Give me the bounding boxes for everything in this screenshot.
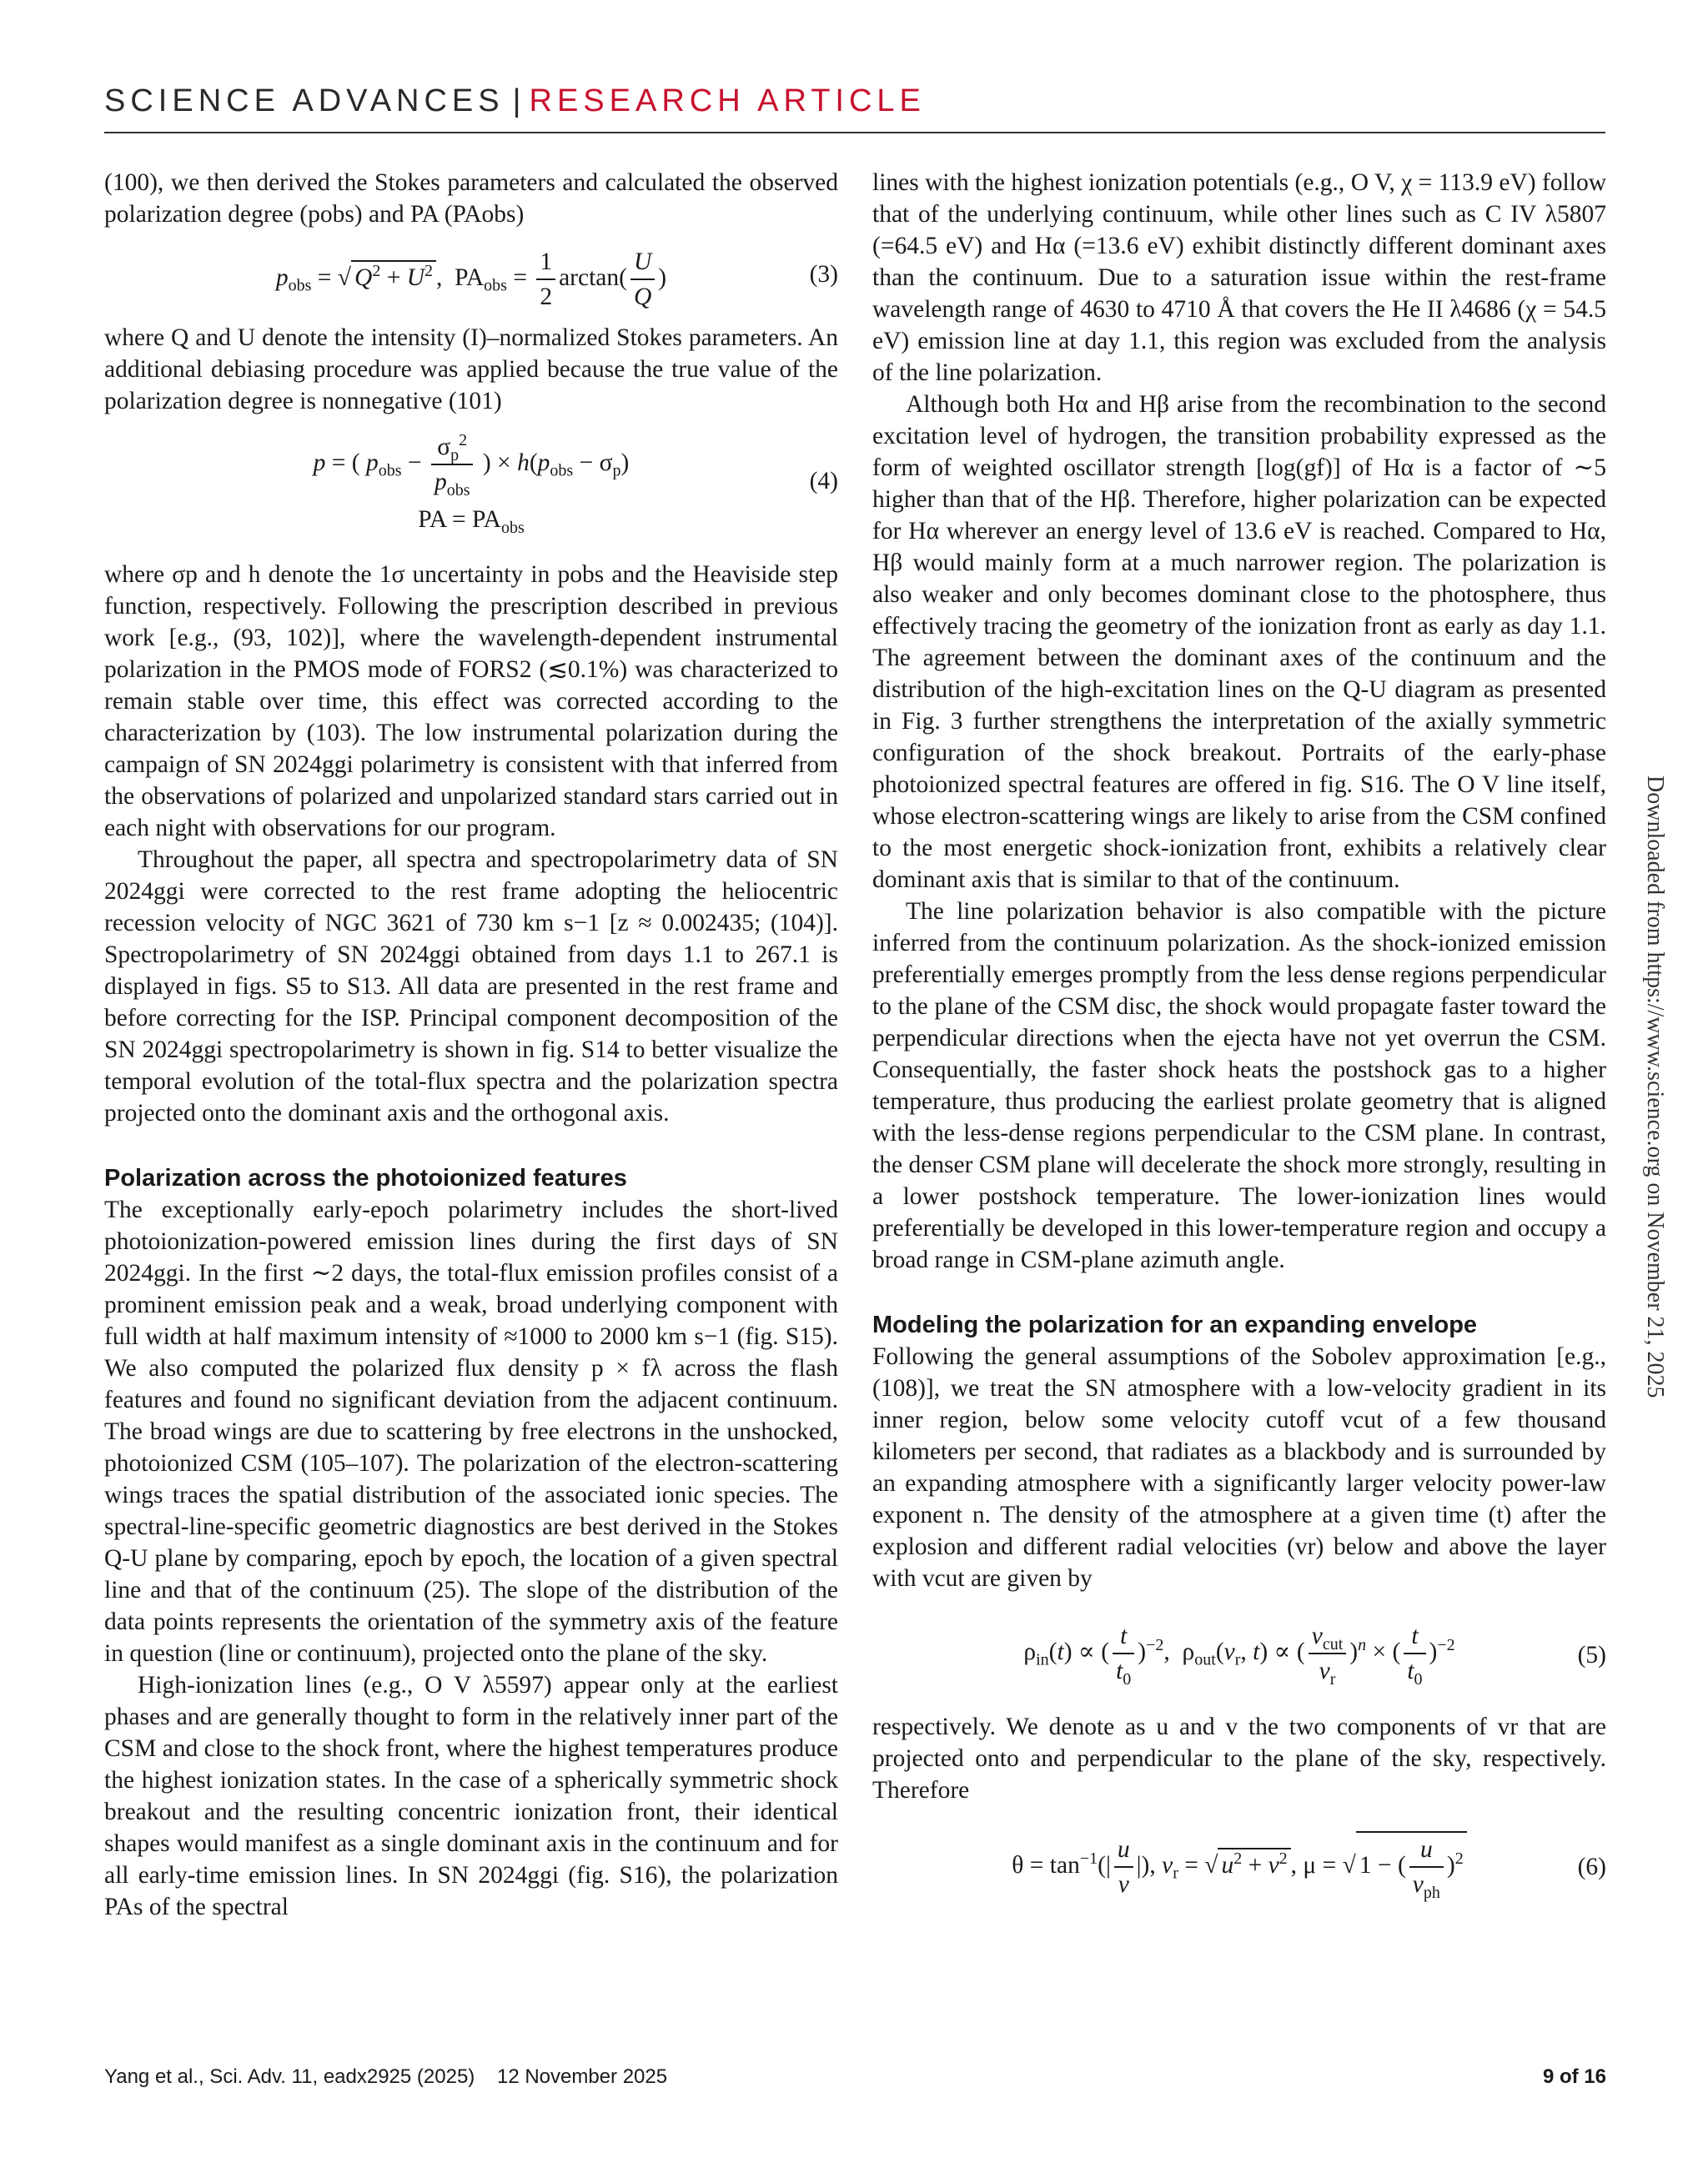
equation-6: $\theta = \tan^{-1}(|$ $\frac{u}{v}$ |), $v_r$ = √ $u^2 + v^2$ , μ = √ 1 − ( $\frac{u}{v_{ph}}$ )$^2$ (6) <box>872 1823 1606 1915</box>
journal-name: SCIENCE ADVANCES <box>104 83 505 118</box>
footer-page-number: 9 of 16 <box>1542 2065 1606 2088</box>
right-paragraph-3: The line polarization behavior is also compatible with the picture inferred from the continuum polarization. As the shock-ionized emission preferentially emerges promptly from the less dense regions perpendicular to the plane of the CSM disc, the shock would propagate faster toward the perpendicular directions when the ejecta have not yet overrun the CSM. Consequentially, the faster shock heats the postshock gas to a higher temperature, thus producing the earliest prolate geometry that is aligned with the less-dense regions perpendicular to the CSM plane. In contrast, the denser CSM plane will decelerate the shock more strongly, resulting in a lower postshock temperature. The lower-ionization lines would preferentially be developed in this lower-temperature region and occupy a broad range in CSM-plane azimuth angle. <box>872 898 1606 1273</box>
footer-citation: Yang et al., Sci. Adv. 11, eadx2925 (2025) 12 November 2025 <box>104 2065 668 2088</box>
right-paragraph-5: respectively. We denote as u and v the two components of vr that are projected onto and perpendicular to the plane of the sky, respectively. Therefore <box>872 1714 1606 1804</box>
equation-3: $p_{obs}$ = √ $Q^2 + U^2$ , $PA_{obs}$ = $\frac{1}{2}$ arctan( $\frac{U}{Q}$ ) (3) <box>104 238 838 314</box>
right-paragraph-2: Although both Hα and Hβ arise from the recombination to the second excitation level of hydrogen, the transition probability expressed as the form of weighted oscillator strength [log(gf)] of Hα is a factor of ∼5 higher than that of the Hβ. Therefore, higher polarization can be expected for Hα wherever an energy level of 13.6 eV is reached. Compared to Hα, Hβ would mainly form at a much narrower region. The polarization is also weaker and only becomes dominant close to the photosphere, thus effectively tracing the geometry of the ionization front as early as day 1.1. The agreement between the dominant axes of the continuum and the distribution of the high-excitation lines on the Q-U diagram as presented in Fig. 3 further strengthens the interpretation of the axially symmetric configuration of the shock breakout. Portraits of the early-phase photoionized spectral features are offered in fig. S16. The O V line itself, whose electron-scattering wings are likely to arise from the CSM confined to the most energetic shock-ionization front, exhibits a relatively clear dominant axis that is similar to that of the continuum. <box>872 391 1606 893</box>
equation-6-number: (6) <box>1577 1854 1606 1880</box>
equation-5-number: (5) <box>1577 1642 1606 1669</box>
equation-5: $\rho_{in}(t)$ ∝ ( $\frac{t}{t_0}$ )$^{-2}$, $\rho_{out}(v_r$, t) ∝ ( $\frac{v_{cut}}{v_r}$ )$^n$ × ( $\frac{t}{t_0}$ )$^{-2}$ (5) <box>872 1611 1606 1703</box>
equation-4: p = ( $p_{obs}$ − $\frac{\sigma_p^2}{p_{obs}}$ ) × $h(p_{obs} - \sigma_p)$ PA = $PA_{obs}$ (4) <box>313 431 838 537</box>
left-column <box>104 167 838 1923</box>
right-paragraph-1: lines with the highest ionization potentials (e.g., O V, χ = 113.9 eV) follow that of the underlying continuum, while other lines such as C IV λ5807 (=64.5 eV) and Hα (=13.6 eV) exhibit distinctly different dominant axes than the continuum. Due to a saturation issue within the rest-frame wavelength range of 4630 to 4710 Å that covers the He II λ4686 (χ = 54.5 eV) emission line at day 1.1, this region was excluded from the analysis of the line polarization. <box>872 169 1606 386</box>
left-paragraph-1: (100), we then derived the Stokes parameters and calculated the observed polarization degree (pobs) and PA (PAobs) <box>104 169 838 228</box>
download-sidebar: Downloaded from https://www.science.org on November 21, 2025 <box>1642 775 1668 1398</box>
journal-header <box>104 83 1605 125</box>
article-type: RESEARCH ARTICLE <box>529 83 926 118</box>
right-column <box>872 167 1606 1923</box>
section-heading-modeling: Modeling the polarization for an expanding envelope <box>872 1312 1478 1338</box>
equation-4-number: (4) <box>809 468 838 494</box>
header-separator: | <box>512 83 521 118</box>
left-paragraph-5: The exceptionally early-epoch polarimetry includes the short-lived photoionization-powered emission lines during the first days of SN 2024ggi. In the first ∼2 days, the total-flux emission profiles consist of a prominent emission peak and a weak, broad underlying component with full width at half maximum intensity of ≈1000 to 2000 km s−1 (fig. S15). We also computed the polarized flux density p × fλ across the flash features and found no significant deviation from the adjacent continuum. The broad wings are due to scattering by free electrons in the unshocked, photoionized CSM (105–107). The polarization of the electron-scattering wings traces the spatial distribution of the associated ionic species. The spectral-line-specific geometric diagnostics are best derived in the Stokes Q-U plane by comparing, epoch by epoch, the location of a given spectral line and that of the continuum (25). The slope of the distribution of the data points represents the orientation of the symmetry axis of the feature in question (line or continuum), projected onto the plane of the sky. <box>104 1197 838 1667</box>
left-paragraph-6: High-ionization lines (e.g., O V λ5597) appear only at the earliest phases and are generally thought to form in the relatively inner part of the CSM and close to the shock front, where the highest temperatures produce the highest ionization states. In the case of a spherically symmetric shock breakout and the resulting concentric ionization front, their identical shapes would manifest as a single dominant axis in the continuum and for all early-time emission lines. In SN 2024ggi (fig. S16), the polarization PAs of the spectral <box>104 1672 838 1920</box>
section-heading-photoionized: Polarization across the photoionized features <box>104 1165 627 1192</box>
left-paragraph-3: where σp and h denote the 1σ uncertainty in pobs and the Heaviside step function, respectively. Following the prescription described in previous work [e.g., (93, 102)], where the wavelength-dependent instrumental polarization in the PMOS mode of FORS2 (≲0.1%) was characterized to remain stable over time, this effect was corrected according to the characterization by (103). The low instrumental polarization during the campaign of SN 2024ggi polarimetry is consistent with that inferred from the observations of polarized and unpolarized standard stars carried out in each night with observations for our program. <box>104 561 838 841</box>
right-paragraph-4: Following the general assumptions of the Sobolev approximation [e.g., (108)], we treat the SN atmosphere with a low-velocity gradient in its inner region, below some velocity cutoff vcut of a few thousand kilometers per second, that radiates as a blackbody and is surrounded by an expanding atmosphere with a significantly larger velocity power-law exponent n. The density of the atmosphere at a given time (t) after the explosion and different radial velocities (vr) below and above the layer with vcut are given by <box>872 1343 1606 1592</box>
equation-3-number: (3) <box>809 261 838 288</box>
left-paragraph-2: where Q and U denote the intensity (I)–normalized Stokes parameters. An additional debiasing procedure was applied because the true value of the polarization degree is nonnegative (101) <box>104 324 838 414</box>
header-rule <box>104 132 1605 133</box>
left-paragraph-4: Throughout the paper, all spectra and spectropolarimetry data of SN 2024ggi were corrected to the rest frame adopting the heliocentric recession velocity of NGC 3621 of 730 km s−1 [z ≈ 0.002435; (104)]. Spectropolarimetry of SN 2024ggi obtained from days 1.1 to 267.1 is displayed in figs. S5 to S13. All data are presented in the rest frame and before correcting for the ISP. Principal component decomposition of the SN 2024ggi spectropolarimetry is shown in fig. S14 to better visualize the temporal evolution of the total-flux spectra and the polarization spectra projected onto the dominant axis and the orthogonal axis. <box>104 846 838 1127</box>
